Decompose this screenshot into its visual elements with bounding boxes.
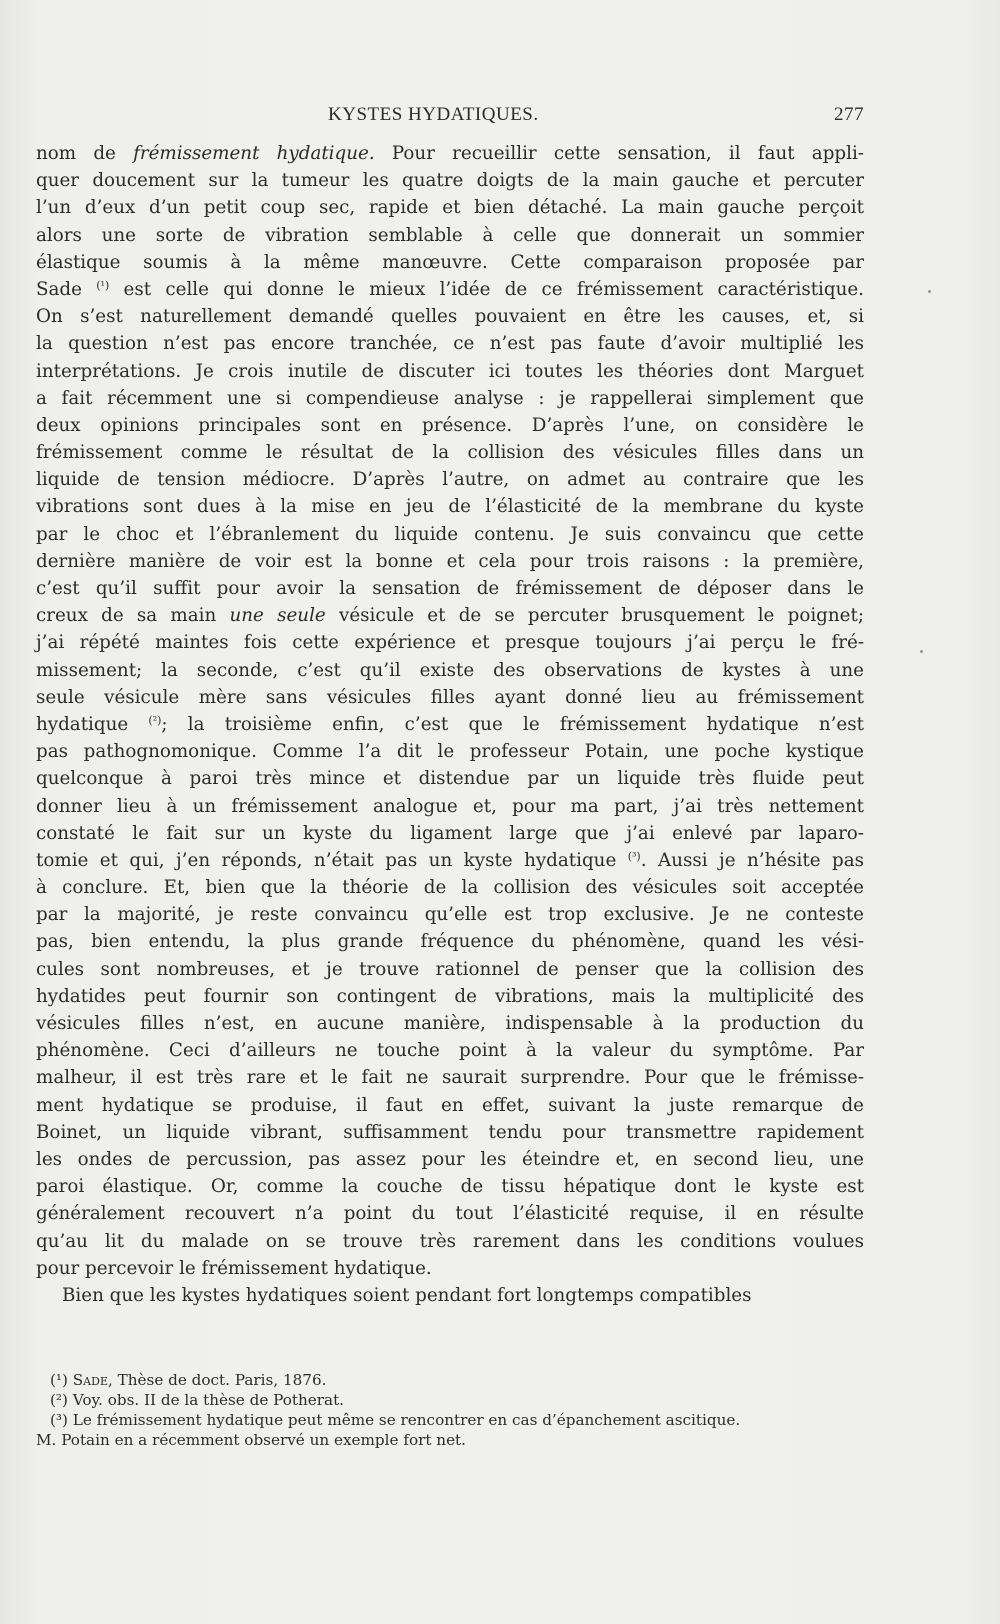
running-title: KYSTES HYDATIQUES. [328, 104, 539, 125]
line-text: deux opinions principales sont en présence. D’après l’une, on considère le [36, 414, 864, 436]
line-text: par le choc et l’ébranlement du liquide contenu. Je suis convaincu que cette [36, 523, 864, 545]
text-line [36, 1037, 864, 1064]
text-line [36, 602, 864, 629]
line-text: malheur, il est très rare et le fait ne saurait surprendre. Pour que le frémisse- [36, 1067, 864, 1089]
line-text: dernière manière de voir est la bonne et cela pour trois raisons : la première, [36, 550, 864, 572]
footnote-ref: (³) [627, 849, 641, 863]
footnote-1-marker: (¹) [50, 1371, 68, 1389]
text-line [36, 711, 864, 738]
footnote-2: (²) Voy. obs. II de la thèse de Potherat. [50, 1391, 345, 1409]
text-line [36, 575, 864, 602]
footnote-1-text: , Thèse de doct. Paris, 1876. [107, 1371, 327, 1389]
line-text: ; la troisième enfin, c’est que le frémissement hydatique n’est [161, 713, 864, 735]
line-text: paroi élastique. Or, comme la couche de tissu hépatique dont le kyste est [36, 1176, 864, 1198]
line-text: l’un d’eux d’un petit coup sec, rapide et bien détaché. La main gauche perçoit [36, 197, 864, 219]
line-text: élastique soumis à la même manœuvre. Cette comparaison proposée par [36, 251, 864, 273]
line-text: constaté le fait sur un kyste du ligament large que j’ai enlevé par laparo- [36, 822, 864, 844]
text-line [36, 738, 864, 765]
text-line [36, 249, 864, 276]
line-text: vésicules filles n’est, en aucune manière, indispensable à la production du [36, 1013, 864, 1034]
line-text: Pour recueillir cette sensation, il faut appli- [374, 143, 864, 164]
footnote-3: (³) Le frémissement hydatique peut même se rencontrer en cas d’épanchement ascitique. [50, 1411, 741, 1429]
text-line [36, 140, 864, 167]
line-text: . Aussi je n’hésite pas [640, 849, 864, 871]
line-text: hydatique [36, 713, 149, 735]
text-line [36, 983, 864, 1010]
line-text: Bien que les kystes hydatiques soient pendant fort longtemps compatibles [62, 1284, 752, 1306]
text-line [36, 901, 864, 928]
line-text: la question n’est pas encore tranchée, ce n’est pas faute d’avoir multiplié les [36, 333, 864, 355]
line-text: donner lieu à un frémissement analogue et, pour ma part, j’ai très nettement [36, 795, 864, 817]
text-line [36, 385, 864, 412]
text-line [36, 167, 864, 194]
footnote-ref: (²) [148, 713, 162, 727]
text-line [36, 684, 864, 711]
text-line [36, 222, 864, 249]
text-line [36, 1064, 864, 1091]
line-text: creux de sa main [36, 605, 230, 627]
text-line [36, 493, 864, 520]
line-text: c’est qu’il suffit pour avoir la sensation de frémissement de déposer dans le [36, 578, 864, 599]
text-line [36, 1173, 864, 1200]
line-text: alors une sorte de vibration semblable à celle que donnerait un sommier [36, 224, 864, 246]
line-text: vésicule et de se percuter brusquement le poignet; [325, 605, 864, 627]
line-text: missement; la seconde, c’est qu’il existe des observations de kystes à une [36, 659, 864, 681]
line-text: Boinet, un liquide vibrant, suffisamment tendu pour transmettre rapidement [36, 1121, 864, 1143]
text-line [36, 466, 864, 493]
text-line [36, 657, 864, 684]
line-text: tomie et qui, j’en réponds, n’était pas un kyste hydatique [36, 849, 628, 871]
text-line [36, 874, 864, 901]
text-line [36, 1255, 864, 1282]
text-line [36, 847, 864, 874]
text-line [36, 358, 864, 385]
text-line [36, 820, 864, 847]
page-header [36, 104, 864, 132]
body-text [36, 140, 864, 1309]
footnote-3-continuation: M. Potain en a récemment observé un exemple fort net. [36, 1431, 466, 1449]
line-text: interprétations. Je crois inutile de discuter ici toutes les théories dont Marguet [36, 360, 864, 382]
line-text: phénomène. Ceci d’ailleurs ne touche point à la valeur du symptôme. Par [36, 1040, 864, 1062]
italic-text: une seule [229, 605, 326, 627]
line-text: liquide de tension médiocre. D’après l’autre, on admet au contraire que les [36, 469, 864, 491]
line-text: qu’au lit du malade on se trouve très rarement dans les conditions voulues [36, 1230, 864, 1252]
scan-speck [928, 290, 931, 293]
text-line [36, 1200, 864, 1227]
line-text: pour percevoir le frémissement hydatique. [36, 1257, 432, 1279]
line-text: seule vésicule mère sans vésicules filles ayant donné lieu au frémissement [36, 686, 864, 708]
text-line [36, 194, 864, 221]
italic-text: frémissement hydatique. [133, 143, 375, 164]
line-text: quelconque à paroi très mince et distendue par un liquide très fluide peut [36, 768, 864, 790]
text-line [36, 412, 864, 439]
text-line [36, 1119, 864, 1146]
line-text: pas, bien entendu, la plus grande fréquence du phénomène, quand les vési- [36, 931, 864, 953]
text-line [36, 521, 864, 548]
line-text: par la majorité, je reste convaincu qu’elle est trop exclusive. Je ne conteste [36, 904, 864, 926]
line-text: vibrations sont dues à la mise en jeu de l’élasticité de la membrane du kyste [36, 496, 864, 518]
line-text: quer doucement sur la tumeur les quatre doigts de la main gauche et percuter [36, 170, 864, 192]
line-text: les ondes de percussion, pas assez pour les éteindre et, en second lieu, une [36, 1148, 864, 1170]
line-text: ment hydatique se produise, il faut en effet, suivant la juste remarque de [36, 1094, 864, 1116]
line-text: cules sont nombreuses, et je trouve rationnel de penser que la collision des [36, 958, 864, 980]
footnote-ref: (¹) [96, 278, 110, 292]
text-line [36, 928, 864, 955]
page-number: 277 [834, 104, 864, 125]
text-line [36, 1146, 864, 1173]
footnotes [36, 1370, 864, 1450]
text-line [36, 330, 864, 357]
line-text: j’ai répété maintes fois cette expérience et presque toujours j’ai perçu le fré- [36, 632, 864, 654]
line-text: généralement recouvert n’a point du tout l’élasticité requise, il en résulte [36, 1203, 864, 1225]
footnote-1-author: Sade [72, 1371, 108, 1389]
line-text: à conclure. Et, bien que la théorie de la collision des vésicules soit acceptée [36, 877, 864, 899]
scan-speck [920, 650, 923, 653]
text-line [36, 1010, 864, 1037]
text-line [36, 1282, 864, 1309]
text-line [36, 548, 864, 575]
text-line [36, 1228, 864, 1255]
line-text: frémissement comme le résultat de la collision des vésicules filles dans un [36, 442, 864, 464]
text-line [36, 956, 864, 983]
line-text: On s’est naturellement demandé quelles pouvaient en être les causes, et, si [36, 306, 864, 328]
text-line [36, 765, 864, 792]
line-text: nom de [36, 143, 134, 164]
text-line [36, 276, 864, 303]
line-text: Sade [36, 278, 97, 300]
footnote-1 [50, 1370, 864, 1390]
line-text: est celle qui donne le mieux l’idée de ce frémissement caractéristique. [109, 278, 864, 300]
line-text: a fait récemment une si compendieuse analyse : je rappellerai simplement que [36, 387, 864, 409]
text-line [36, 439, 864, 466]
line-text: pas pathognomonique. Comme l’a dit le professeur Potain, une poche kystique [36, 741, 864, 763]
text-line [36, 629, 864, 656]
text-line [36, 1092, 864, 1119]
text-line [36, 303, 864, 330]
text-line [36, 793, 864, 820]
line-text: hydatides peut fournir son contingent de vibrations, mais la multiplicité des [36, 985, 864, 1007]
